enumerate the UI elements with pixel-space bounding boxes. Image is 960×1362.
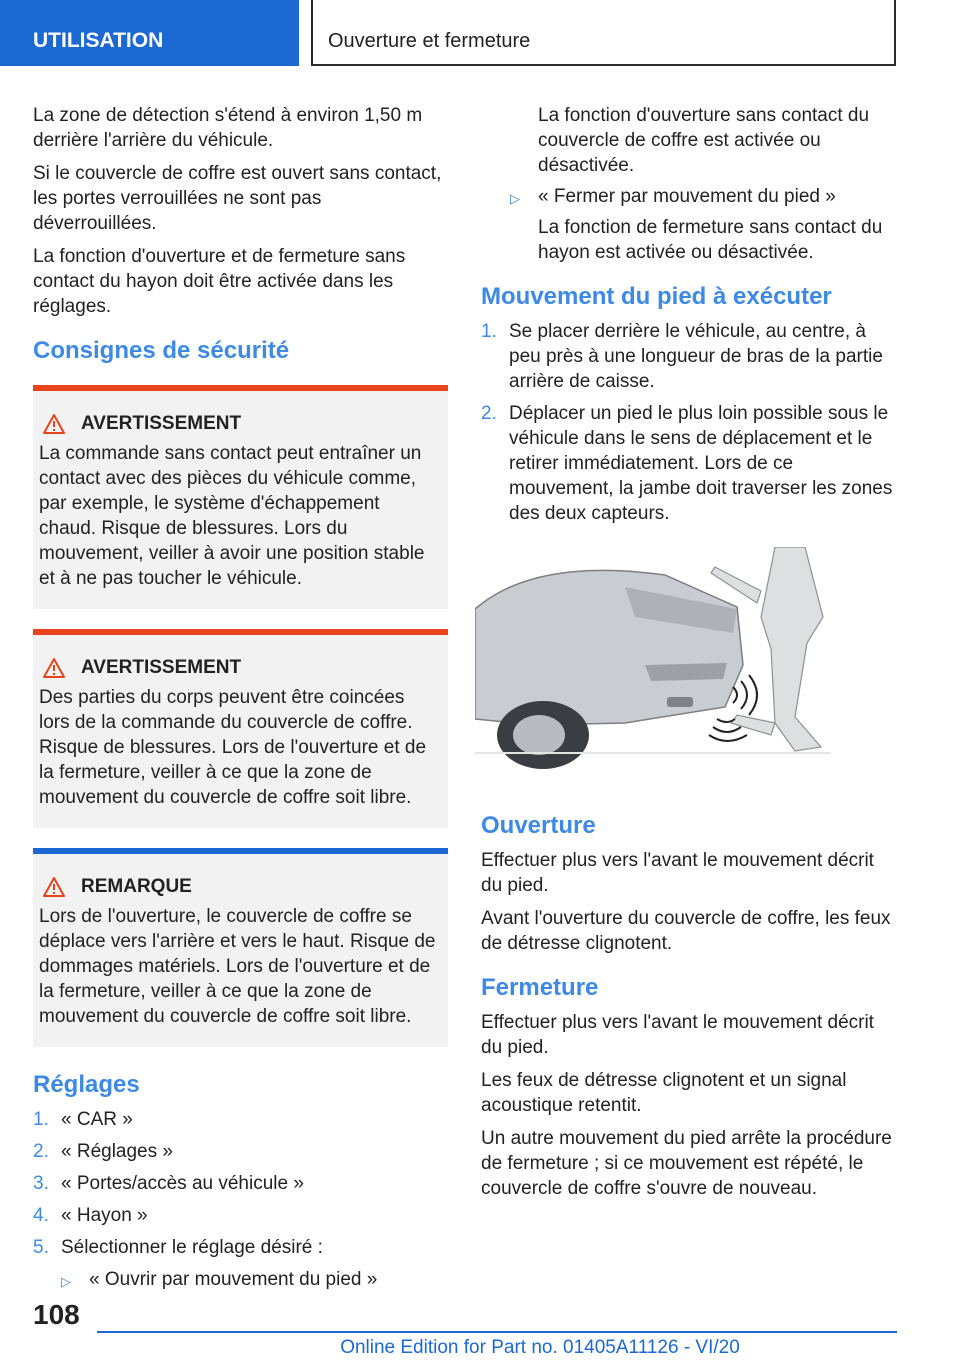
list-item: 2. Déplacer un pied le plus loin possible sous le véhicule dans le sens de déplacement et le retirer immédiatement. Lors de ce mouvement, la jambe doit traverser les zones des deux capteurs. [481,403,893,524]
paragraph: Un autre mouvement du pied arrête la procédure de fermeture ; si ce mouvement est répété, le couvercle de coffre s'ouvre de nouveau. [481,1128,892,1199]
footer-edition: Online Edition for Part no. 01405A11126 - VI/20 [340,1337,740,1358]
paragraph: Avant l'ouverture du couvercle de coffre, les feux de détresse clignotent. [481,908,891,954]
list-item: 1. Se placer derrière le véhicule, au centre, à peu près à une longueur de bras de la partie arrière de caisse. [481,321,883,392]
foot-heading: Mouvement du pied à exécuter [481,283,832,310]
warning-box [33,629,448,828]
warning-triangle-icon [43,877,65,897]
tailgate-kick-illustration [475,547,831,769]
opening-heading: Ouverture [481,812,596,839]
notice-text: Lors de l'ouverture, le couvercle de coffre se déplace vers l'arrière et vers le haut. Risque de dommages matériels. Lors de l'ouverture et de la fermeture, veiller à ce que la zone de mouvement du couvercle de coffre soit libre. [39,906,436,1027]
footer-divider [97,1331,897,1333]
settings-heading: Réglages [33,1071,140,1098]
paragraph: Effectuer plus vers l'avant le mouvement décrit du pied. [481,1012,874,1058]
notice-title: REMARQUE [81,876,192,897]
option-description: La fonction de fermeture sans contact du hayon est activée ou désactivée. [538,217,883,263]
sub-option: ▷ « Fermer par mouvement du pied » [510,184,897,211]
warning-box [33,385,448,609]
paragraph: Effectuer plus vers l'avant le mouvement décrit du pied. [481,850,874,896]
notice-title: AVERTISSEMENT [81,413,242,434]
left-column [33,103,448,1298]
list-item: 1. « CAR » [33,1109,133,1130]
warning-triangle-icon [43,658,65,678]
list-item: 4. « Hayon » [33,1205,148,1226]
triangle-bullet-icon: ▷ [61,1274,71,1289]
list-item: 3. « Portes/accès au véhicule » [33,1173,304,1194]
paragraph: La fonction d'ouverture et de fermeture sans contact du hayon doit être activée dans les réglages. [33,246,406,317]
settings-steps [33,1107,448,1260]
sub-option: ▷ « Ouvrir par mouvement du pied » [61,1267,448,1294]
notice-text: Des parties du corps peuvent être coincées lors de la commande du couvercle de coffre. Risque de blessures. Lors de l'ouverture et de la fermeture, veiller à ce que la zone de mouvement du couvercle de coffre soit libre. [39,687,427,808]
paragraph: Les feux de détresse clignotent et un signal acoustique retentit. [481,1070,847,1116]
section-tab[interactable]: UTILISATION [0,0,299,66]
note-box [33,848,448,1047]
list-item: 2. « Réglages » [33,1141,173,1162]
triangle-bullet-icon: ▷ [510,191,520,206]
warning-triangle-icon [43,414,65,434]
paragraph: Si le couvercle de coffre est ouvert sans contact, les portes verrouillées ne sont pas déverrouillées. [33,163,442,234]
foot-steps [481,319,897,526]
right-column [481,103,897,1209]
safety-heading: Consignes de sécurité [33,337,290,364]
paragraph: La zone de détection s'étend à environ 1,50 m derrière l'arrière du véhicule. [33,105,423,151]
closing-heading: Fermeture [481,974,599,1001]
page-title: Ouverture et fermeture [311,0,896,66]
page-number: 108 [33,1299,80,1330]
notice-text: La commande sans contact peut entraîner un contact avec des pièces du véhicule comme, par exemple, le système d'échappement chaud. Risque de blessures. Lors du mouvement, veiller à avoir une position stable et à ne pas toucher le véhicule. [39,443,425,589]
list-item: 5. Sélectionner le réglage désiré : [33,1237,323,1258]
option-description: La fonction d'ouverture sans contact du couvercle de coffre est activée ou désactivée. [538,105,870,176]
notice-title: AVERTISSEMENT [81,657,242,678]
